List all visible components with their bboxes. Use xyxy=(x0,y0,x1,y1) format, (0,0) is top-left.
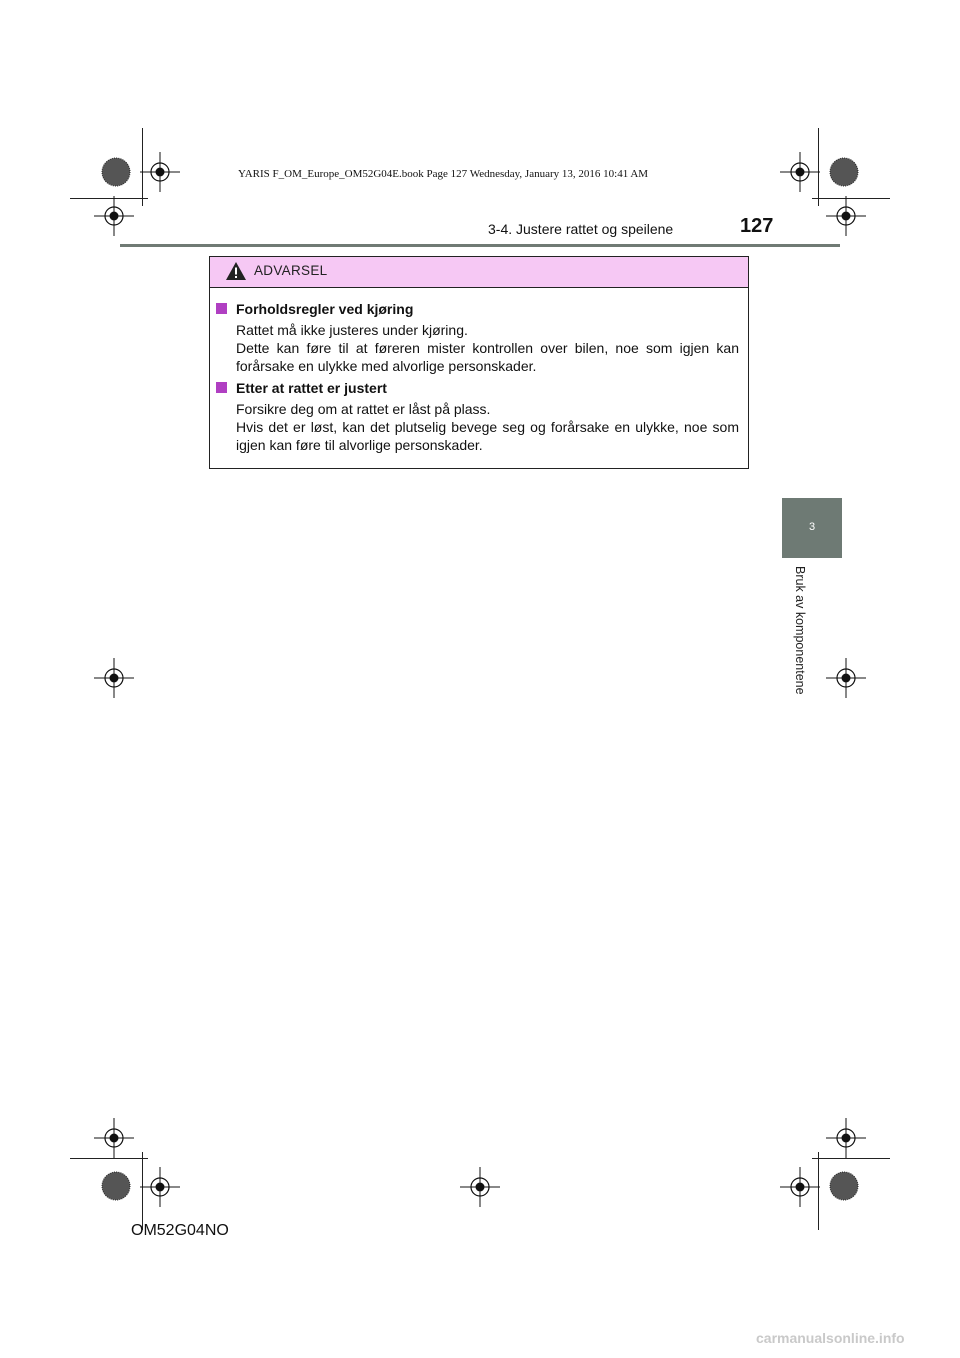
watermark: carmanualsonline.info xyxy=(756,1330,905,1346)
warning-triangle-icon xyxy=(225,261,247,281)
page-number: 127 xyxy=(740,215,774,237)
registration-mark-icon xyxy=(460,1167,500,1207)
crop-line xyxy=(812,1158,890,1159)
sunburst-mark-icon xyxy=(96,1166,136,1206)
warning-header xyxy=(210,257,748,288)
sunburst-mark-icon xyxy=(824,152,864,192)
paragraph: Hvis det er løst, kan det plutselig bevege seg og forårsake en ulykke, noe som igjen kan føre til alvorlige personskader. xyxy=(236,419,739,453)
section-title: 3-4. Justere rattet og speilene xyxy=(488,221,674,237)
warning-section xyxy=(216,378,739,454)
square-bullet-icon xyxy=(216,303,227,314)
paragraph: Dette kan føre til at føreren mister kontrollen over bilen, noe som igjen kan forårsake en ulykke med alvorlige personskader. xyxy=(236,340,739,374)
registration-mark-icon xyxy=(140,152,180,192)
chapter-label-container xyxy=(793,566,827,716)
registration-mark-icon xyxy=(826,658,866,698)
paragraph: Rattet må ikke justeres under kjøring. xyxy=(236,322,468,338)
warning-title: ADVARSEL xyxy=(254,263,328,278)
registration-mark-icon xyxy=(780,1167,820,1207)
warning-box xyxy=(209,256,749,469)
document-code: OM52G04NO xyxy=(131,1222,229,1239)
registration-mark-icon xyxy=(826,1118,866,1158)
registration-mark-icon xyxy=(140,1167,180,1207)
warning-section xyxy=(216,299,739,375)
sunburst-mark-icon xyxy=(824,1166,864,1206)
registration-mark-icon xyxy=(94,1118,134,1158)
chapter-number: 3 xyxy=(808,521,816,533)
square-bullet-icon xyxy=(216,382,227,393)
chapter-label: Bruk av komponentene xyxy=(793,566,807,695)
section-heading: Forholdsregler ved kjøring xyxy=(216,299,739,319)
registration-mark-icon xyxy=(94,658,134,698)
chapter-tab xyxy=(782,498,842,558)
registration-mark-icon xyxy=(94,196,134,236)
registration-mark-icon xyxy=(780,152,820,192)
paragraph: Forsikre deg om at rattet er låst på plass. xyxy=(236,401,491,417)
crop-line xyxy=(70,1158,148,1159)
book-info: YARIS F_OM_Europe_OM52G04E.book Page 127 Wednesday, January 13, 2016 10:41 AM xyxy=(238,168,649,180)
header-rule xyxy=(120,244,840,247)
section-heading: Etter at rattet er justert xyxy=(216,378,739,398)
sunburst-mark-icon xyxy=(96,152,136,192)
registration-mark-icon xyxy=(826,196,866,236)
